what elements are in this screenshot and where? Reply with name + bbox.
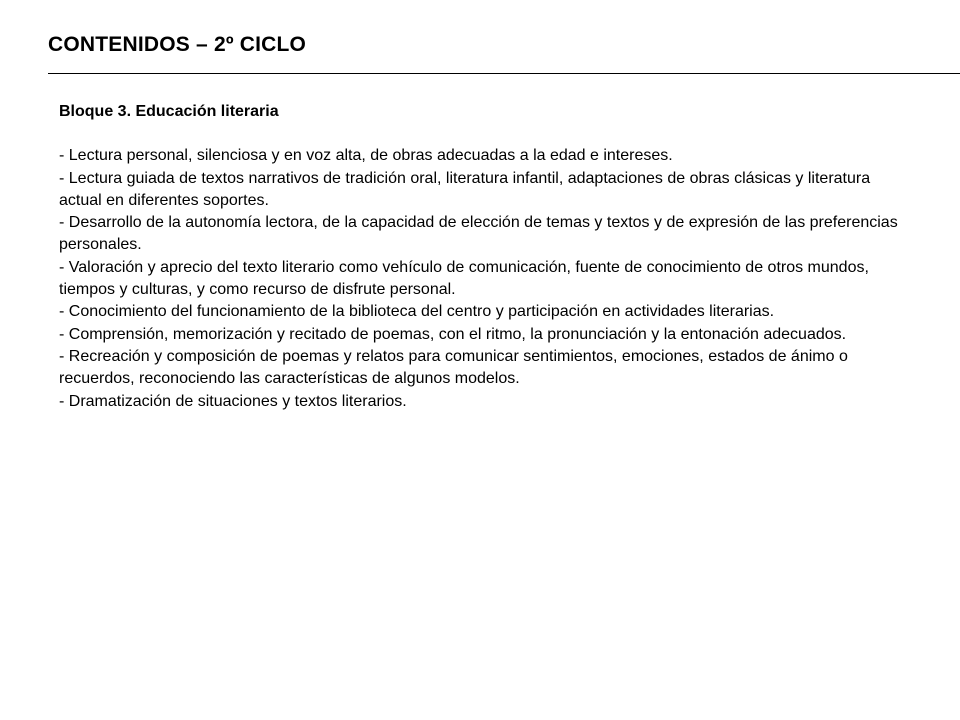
slide-content — [59, 101, 899, 413]
list-item: - Valoración y aprecio del texto literario como vehículo de comunicación, fuente de conocimiento de otros mundos, tiempos y culturas, y como recurso de disfrute personal. — [59, 258, 869, 299]
list-item: - Comprensión, memorización y recitado de poemas, con el ritmo, la pronunciación y la entonación adecuados. — [59, 325, 847, 343]
list-item: - Desarrollo de la autonomía lectora, de la capacidad de elección de temas y textos y de expresión de las preferencias personales. — [59, 214, 898, 254]
list-item: - Recreación y composición de poemas y relatos para comunicar sentimientos, emociones, estados de ánimo o recuerdos, reconociendo las características de algunos modelos. — [59, 347, 848, 388]
title-divider — [48, 73, 960, 74]
list-item: - Dramatización de situaciones y textos literarios. — [59, 392, 407, 410]
slide-title: CONTENIDOS – 2º CICLO — [48, 33, 307, 56]
list-item: - Lectura guiada de textos narrativos de tradición oral, literatura infantil, adaptaciones de obras clásicas y literatura actual en diferentes soportes. — [59, 169, 871, 209]
content-list — [59, 145, 899, 413]
section-title: Bloque 3. Educación literaria — [59, 103, 279, 120]
list-item: - Conocimiento del funcionamiento de la biblioteca del centro y participación en actividades literarias. — [59, 303, 775, 321]
list-item: - Lectura personal, silenciosa y en voz alta, de obras adecuadas a la edad e intereses. — [59, 147, 673, 165]
